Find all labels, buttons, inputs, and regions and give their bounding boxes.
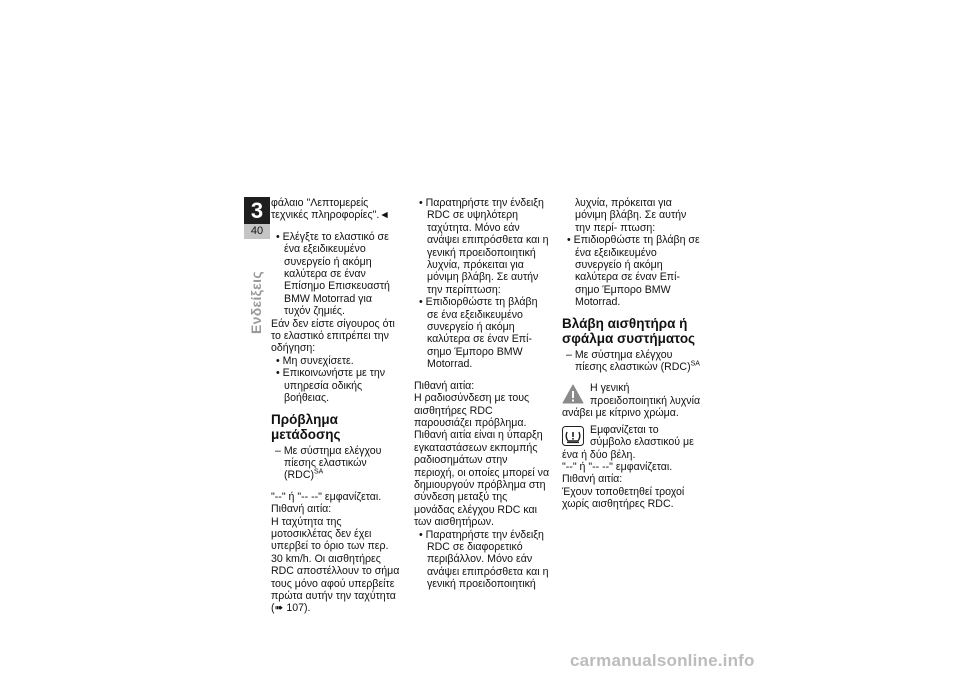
dash-item <box>562 349 702 374</box>
watermark: carmanualsonline.info <box>570 651 755 670</box>
section-heading: Πρόβλημα μετάδοσης <box>271 411 341 442</box>
column-2 <box>414 197 550 591</box>
tire-note <box>562 424 702 461</box>
bullet-item: • Επιδιορθώστε τη βλάβη σε ένα εξειδικευμένο συνεργείο ή ακόμη καλύτερα σε έναν Επί- σημο Έμπορο BMW Motorrad. <box>419 296 538 371</box>
dash-item <box>271 445 401 482</box>
warning-note-text: Η γενική προειδοποιητική λυχνία ανάβει με κίτρινο χρώμα. <box>562 382 701 420</box>
warning-note <box>562 382 702 419</box>
paragraph: "--" ή "-- --" εμφανίζεται. <box>562 460 673 473</box>
warning-triangle-icon <box>562 384 584 404</box>
page-number: 40 <box>244 224 270 239</box>
paragraph: Η ταχύτητα της μοτοσικλέτας δεν έχει υπερβεί το όριο των περ. 30 km/h. Οι αισθητήρες RDC αποστέλλουν το σήμα τους μόνο αφού υπερβείτε πρώτα αυτήν την ταχύτητα (➠ 107). <box>271 515 400 615</box>
column-1 <box>271 197 401 615</box>
tire-note-text: Εμφανίζεται το σύμβολο ελαστικού με ένα ή δύο βέλη. <box>562 423 694 461</box>
bullet-item: • Παρατηρήστε την ένδειξη RDC σε διαφορετικό περιβάλλον. Μόνο εάν ανάψει επιπρόσθετα και η γενική προειδοποιητική <box>419 528 549 591</box>
bullet-item: • Επικοινωνήστε με την υπηρεσία οδικής βοήθειας. <box>276 367 386 405</box>
paragraph: λυχνία, πρόκειται για μόνιμη βλάβη. Σε αυτήν την περί- πτωση: <box>575 197 687 234</box>
paragraph: Έχουν τοποθετηθεί τροχοί χωρίς αισθητήρες RDC. <box>562 485 685 511</box>
bullet-item: • Επιδιορθώστε τη βλάβη σε ένα εξειδικευμένο συνεργείο ή ακόμη καλύτερα σε έναν Επί- σημο Έμπορο BMW Motorrad. <box>567 234 700 309</box>
chapter-number: 3 <box>244 197 270 224</box>
paragraph: φάλαιο "Λεπτομερείς τεχνικές πληροφορίες".◄ <box>271 197 390 222</box>
section-heading: Βλάβη αισθητήρα ή σφάλμα συστήματος <box>562 315 696 346</box>
column-3 <box>562 197 702 511</box>
bullet-item: • Παρατηρήστε την ένδειξη RDC σε υψηλότερη ταχύτητα. Μόνο εάν ανάψει επιπρόσθετα και η γενική προειδοποιητική λυχνία, πρόκειται για μόνιμη βλάβη. Σε αυτήν την περίπτωση: <box>419 197 549 296</box>
dash-item-text: – Με σύστημα ελέγχου πίεσης ελαστικών (RDC) <box>566 348 691 374</box>
tire-pressure-icon <box>562 426 584 446</box>
paragraph: Η ραδιοσύνδεση με τους αισθητήρες RDC παρουσιάζει πρόβλημα. Πιθανή αιτία είναι η ύπαρξη εγκαταστάσεων εκπομπής ραδιοσημάτων στην περιοχή, οι οποίες μπορεί να δημιουργούν πρόβλημα στη σύνδεση μεταξύ της μονάδας ελέγχου RDC και των αισθητήρων. <box>414 392 550 529</box>
paragraph: Πιθανή αιτία: <box>414 379 475 392</box>
paragraph: Πιθανή αιτία: <box>271 503 332 516</box>
option-superscript: SA <box>314 468 324 476</box>
chapter-title-text: Ενδείξεις <box>248 271 264 334</box>
option-superscript: SA <box>690 360 700 368</box>
bullet-item: • Μη συνεχίσετε. <box>276 354 354 367</box>
bullet-item: • Ελέγξτε το ελαστικό σε ένα εξειδικευμένο συνεργείο ή ακόμη καλύτερα σε έναν Επίσημο Επισκευαστή BMW Motorrad για τυχόν ζημιές. <box>276 230 390 318</box>
paragraph: Εάν δεν είστε σίγουρος ότι το ελαστικό επιτρέπει την οδήγηση: <box>271 317 395 355</box>
paragraph: Πιθανή αιτία: <box>562 473 623 486</box>
paragraph: "--" ή "-- --" εμφανίζεται. <box>271 490 382 503</box>
dash-item-text: – Με σύστημα ελέγχου πίεσης ελαστικών (RDC) <box>275 444 382 482</box>
